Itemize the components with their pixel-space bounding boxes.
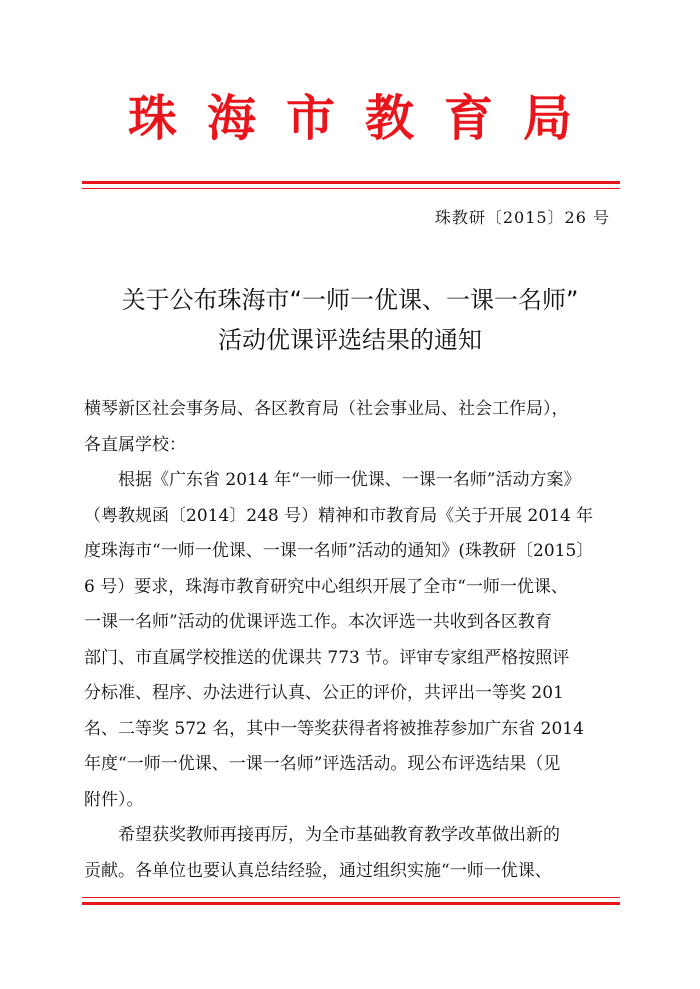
notice-body [84, 392, 620, 889]
body-line: 贡献。各单位也要认真总结经验，通过组织实施“一师一优课、 [84, 860, 552, 881]
notice-title [60, 280, 640, 360]
document-number: 珠教研〔2015〕26 号 [434, 208, 610, 227]
footer-divider-thin [82, 897, 620, 898]
body-line: 名、二等奖 572 名，其中一等奖获得者将被推荐参加广东省 2014 [84, 718, 584, 739]
notice-title-line-2: 活动优课评选结果的通知 [218, 326, 482, 354]
header-divider-thin [82, 188, 620, 189]
issuing-agency-header: 珠海市教育局 [127, 89, 602, 147]
body-line: 6 号）要求，珠海市教育研究中心组织开展了全市“一师一优课、 [84, 576, 568, 597]
body-line: （粤教规函〔2014〕248 号）精神和市教育局《关于开展 2014 年 [84, 505, 594, 526]
footer-divider-thick [82, 902, 620, 905]
body-line: 年度“一师一优课、一课一名师”评选活动。现公布评选结果（见 [84, 754, 561, 774]
body-line: 附件）。 [84, 789, 144, 810]
body-line: 度珠海市“一师一优课、一课一名师”活动的通知》(珠教研〔2015〕 [84, 541, 594, 561]
notice-title-line-1: 关于公布珠海市“一师一优课、一课一名师” [121, 286, 579, 314]
body-line: 希望获奖教师再接再厉，为全市基础教育教学改革做出新的 [118, 825, 560, 845]
body-line: 各直属学校： [84, 434, 186, 455]
body-line: 一课一名师”活动的优课评选工作。本次评选一共收到各区教育 [84, 612, 552, 632]
body-line: 分标准、程序、办法进行认真、公正的评价，共评出一等奖 201 [84, 683, 564, 703]
body-line: 部门、市直属学校推送的优课共 773 节。评审专家组严格按照评 [84, 647, 570, 668]
body-line: 横琴新区社会事务局、各区教育局（社会事业局、社会工作局）， [84, 399, 569, 419]
header-divider-thick [82, 181, 620, 184]
body-line: 根据《广东省 2014 年“一师一优课、一课一名师”活动方案》 [118, 470, 581, 490]
